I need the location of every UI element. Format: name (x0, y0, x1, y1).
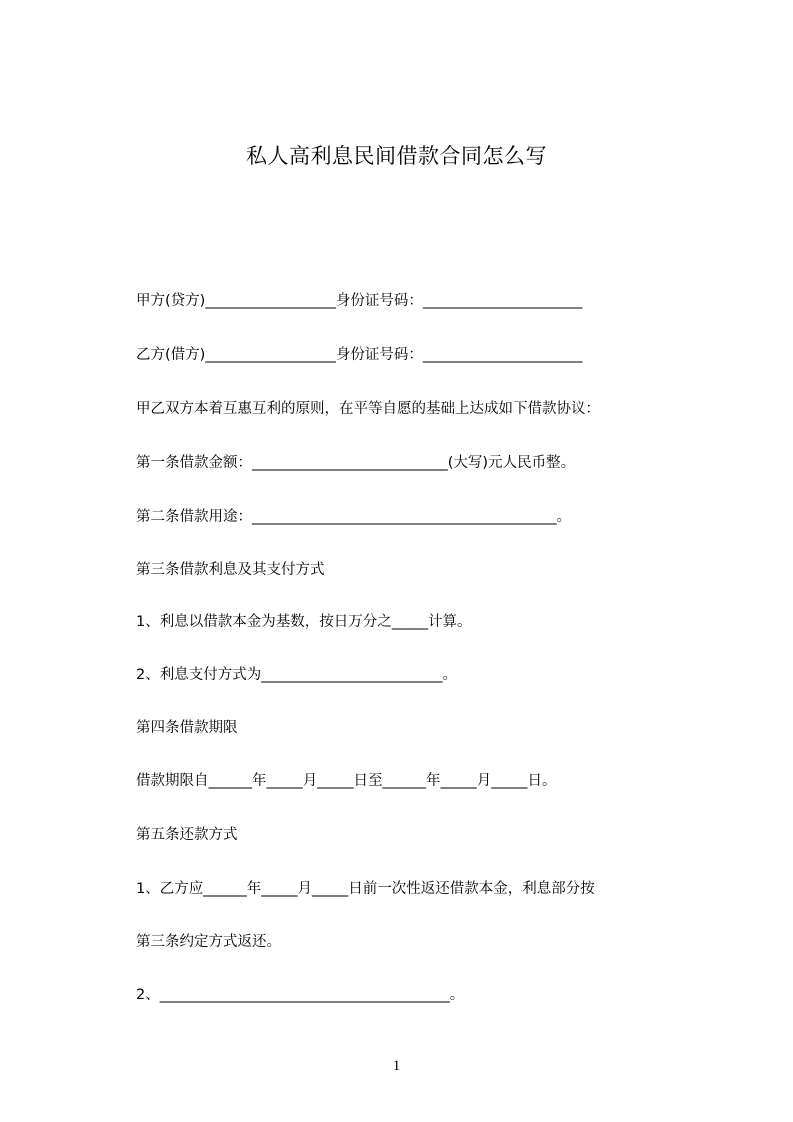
lender-line: 甲方(贷方)__________________身份证号码：______________________ (136, 293, 583, 309)
article-4-term-line: 借款期限自______年_____月_____日至______年_____月_____日。 (136, 773, 557, 789)
article-5-heading: 第五条还款方式 (136, 827, 238, 843)
borrower-line: 乙方(借方)__________________身份证号码：______________________ (136, 347, 583, 363)
article-5-item-1: 1、乙方应______年_____月_____日前一次性返还借款本金，利息部分按 (136, 881, 595, 897)
article-2-purpose-line: 第二条借款用途：__________________________________________。 (136, 509, 571, 525)
article-1-amount-line: 第一条借款金额：___________________________(大写)元人民币整。 (136, 455, 576, 471)
page-number: 1 (392, 1058, 401, 1074)
article-4-heading: 第四条借款期限 (136, 720, 238, 736)
article-3-item-1: 1、利息以借款本金为基数，按日万分之_____计算。 (136, 614, 472, 630)
agreement-intro-line: 甲乙双方本着互惠互利的原则，在平等自愿的基础上达成如下借款协议： (136, 401, 600, 417)
article-3-heading: 第三条借款利息及其支付方式 (136, 562, 325, 578)
article-3-item-2: 2、利息支付方式为_________________________。 (136, 667, 457, 683)
article-5-item-2: 2、________________________________________。 (136, 987, 465, 1003)
document-title: 私人高利息民间借款合同怎么写 (246, 144, 547, 168)
article-5-item-1-continued: 第三条约定方式返还。 (136, 934, 281, 950)
